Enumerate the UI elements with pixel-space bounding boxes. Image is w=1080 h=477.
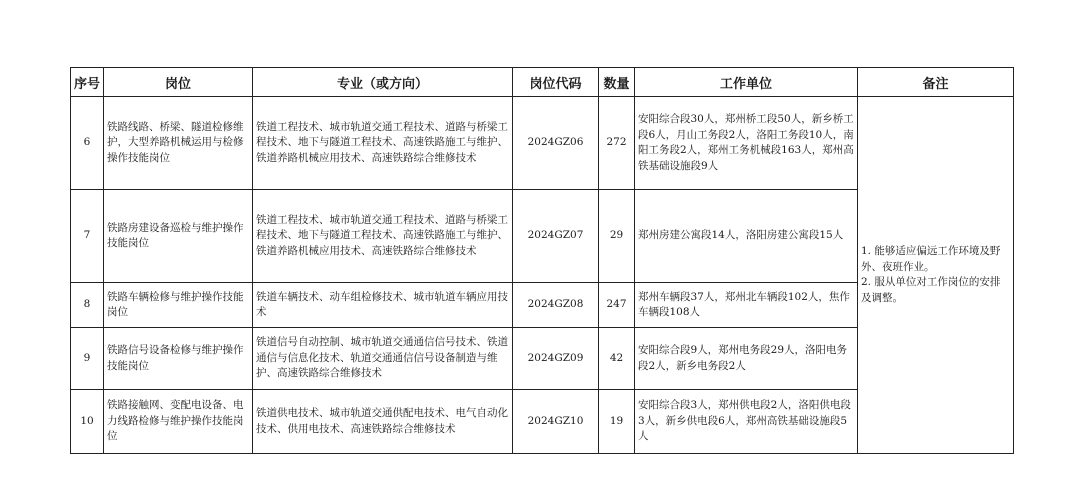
note-line-2: 2. 服从单位对工作岗位的安排及调整。 (861, 276, 1001, 304)
major-cell: 铁道工程技术、城市轨道交通工程技术、道路与桥梁工程技术、地下与隧道工程技术、高速铁路施工与维护、铁道养路机械应用技术、高速铁路综合维修技术 (253, 97, 513, 190)
row-number: 10 (71, 390, 104, 454)
job-positions-table (70, 67, 1014, 454)
table-row (71, 97, 1014, 190)
unit-cell: 郑州房建公寓段14人，洛阳房建公寓段15人 (635, 190, 858, 283)
note-line-1: 1. 能够适应偏远工作环境及野外、夜班作业。 (861, 245, 1001, 273)
major-cell: 铁道供电技术、城市轨道交通供配电技术、电气自动化技术、供用电技术、高速铁路综合维修技术 (253, 390, 513, 454)
row-number: 7 (71, 190, 104, 283)
major-cell: 铁道车辆技术、动车组检修技术、城市轨道车辆应用技术 (253, 283, 513, 328)
row-number: 8 (71, 283, 104, 328)
count-cell: 29 (599, 190, 635, 283)
count-cell: 42 (599, 328, 635, 390)
unit-cell: 安阳综合段9人，郑州电务段29人，洛阳电务段2人，新乡电务段2人 (635, 328, 858, 390)
header-note: 备注 (858, 68, 1014, 97)
code-cell: 2024GZ10 (513, 390, 599, 454)
code-cell: 2024GZ09 (513, 328, 599, 390)
major-cell: 铁道信号自动控制、城市轨道交通通信信号技术、铁道通信与信息化技术、轨道交通通信信号设备制造与维护、高速铁路综合维修技术 (253, 328, 513, 390)
count-cell: 272 (599, 97, 635, 190)
header-post: 岗位 (104, 68, 253, 97)
code-cell: 2024GZ08 (513, 283, 599, 328)
post-cell: 铁路信号设备检修与维护操作技能岗位 (104, 328, 253, 390)
post-cell: 铁路接触网、变配电设备、电力线路检修与维护操作技能岗位 (104, 390, 253, 454)
row-number: 9 (71, 328, 104, 390)
unit-cell: 安阳综合段30人，郑州桥工段50人，新乡桥工段6人，月山工务段2人，洛阳工务段10人，南阳工务段2人，郑州工务机械段163人，郑州高铁基础设施段9人 (635, 97, 858, 190)
unit-cell: 郑州车辆段37人，郑州北车辆段102人，焦作车辆段108人 (635, 283, 858, 328)
header-num: 序号 (71, 68, 104, 97)
post-cell: 铁路车辆检修与维护操作技能岗位 (104, 283, 253, 328)
count-cell: 19 (599, 390, 635, 454)
header-major: 专业（或方向） (253, 68, 513, 97)
header-unit: 工作单位 (635, 68, 858, 97)
row-number: 6 (71, 97, 104, 190)
unit-cell: 安阳综合段3人，郑州供电段2人，洛阳供电段3人，新乡供电段6人，郑州高铁基础设施段5人 (635, 390, 858, 454)
code-cell: 2024GZ06 (513, 97, 599, 190)
header-row (71, 68, 1014, 97)
code-cell: 2024GZ07 (513, 190, 599, 283)
header-count: 数量 (599, 68, 635, 97)
note-cell (858, 97, 1014, 454)
post-cell: 铁路房建设备巡检与维护操作技能岗位 (104, 190, 253, 283)
count-cell: 247 (599, 283, 635, 328)
header-code: 岗位代码 (513, 68, 599, 97)
post-cell: 铁路线路、桥梁、隧道检修维护，大型养路机械运用与检修操作技能岗位 (104, 97, 253, 190)
major-cell: 铁道工程技术、城市轨道交通工程技术、道路与桥梁工程技术、地下与隧道工程技术、高速铁路施工与维护、铁道养路机械应用技术、高速铁路综合维修技术 (253, 190, 513, 283)
